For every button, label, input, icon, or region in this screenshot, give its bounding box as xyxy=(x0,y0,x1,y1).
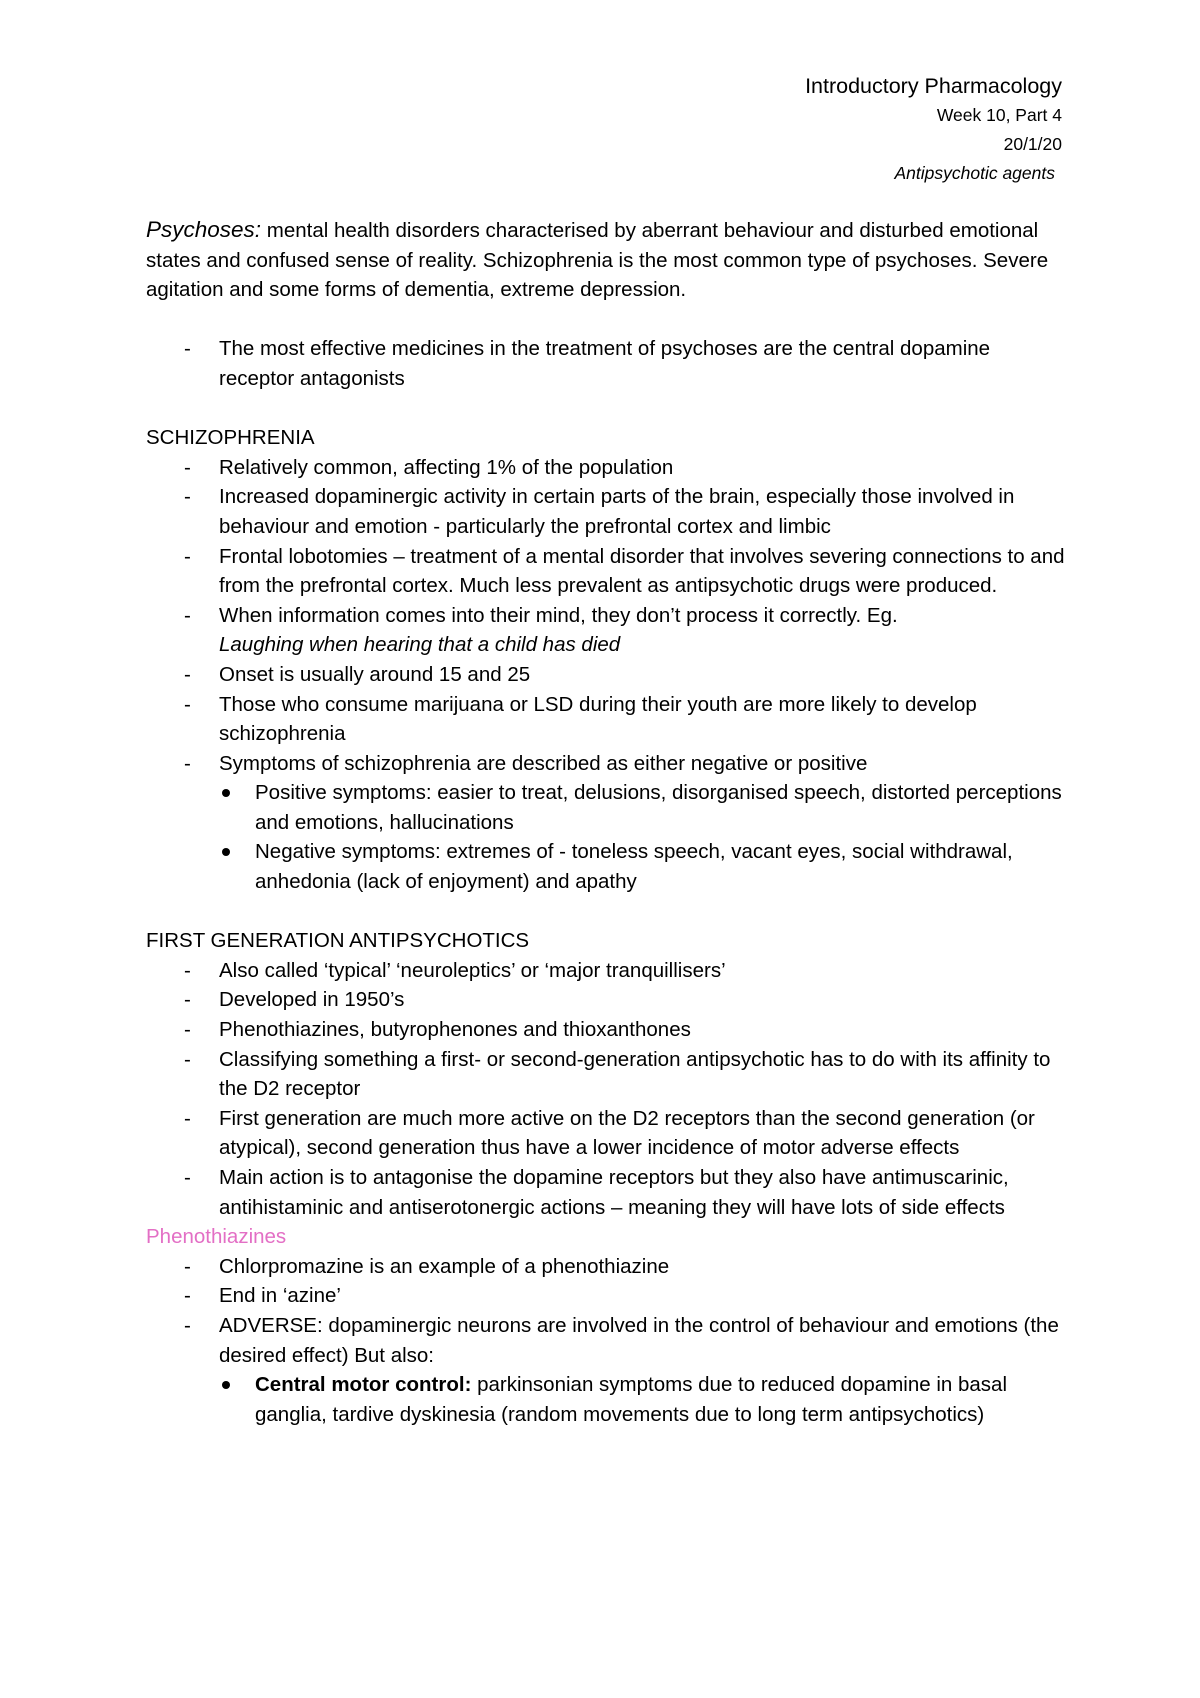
spacer xyxy=(146,305,1066,335)
list-item: - The most effective medicines in the treatment of psychoses are the central dopamine receptor antagonists xyxy=(146,334,1066,393)
list-item xyxy=(146,1311,1066,1429)
schizophrenia-list xyxy=(146,453,1066,897)
list-item: - Those who consume marijuana or LSD during their youth are more likely to develop schizophrenia xyxy=(146,690,1066,749)
section-heading-first-gen: FIRST GENERATION ANTIPSYCHOTICS xyxy=(146,929,530,953)
list-item: - Onset is usually around 15 and 25 xyxy=(146,660,1066,690)
bullet-item xyxy=(219,1370,1066,1429)
date-label: 20/1/20 xyxy=(1003,134,1062,154)
list-item-text: ADVERSE: dopaminergic neurons are involved in the control of behaviour and emotions (the desired effect) But also: xyxy=(219,1313,1059,1367)
week-label: Week 10, Part 4 xyxy=(936,105,1062,125)
list-item: - Developed in 1950’s xyxy=(146,985,1066,1015)
bullet-item: Positive symptoms: easier to treat, delusions, disorganised speech, distorted perceptions and emotions, hallucinations xyxy=(219,778,1066,837)
document-body xyxy=(146,215,1066,1429)
intro-list xyxy=(146,334,1066,393)
list-item: - Phenothiazines, butyrophenones and thioxanthones xyxy=(146,1015,1066,1045)
list-item: - Frontal lobotomies – treatment of a mental disorder that involves severing connections to and from the prefrontal cortex. Much less prevalent as antipsychotic drugs were produced. xyxy=(146,542,1066,601)
list-item xyxy=(146,601,1066,660)
phenothiazines-list xyxy=(146,1252,1066,1430)
spacer xyxy=(146,394,1066,424)
list-item: - Also called ‘typical’ ‘neuroleptics’ or ‘major tranquillisers’ xyxy=(146,956,1066,986)
bullet-label: Central motor control: xyxy=(255,1373,472,1397)
list-item: - End in ‘azine’ xyxy=(146,1281,1066,1311)
list-item-text: Symptoms of schizophrenia are described as either negative or positive xyxy=(219,751,868,775)
subheading-phenothiazines: Phenothiazines xyxy=(146,1225,287,1249)
topic-label: Antipsychotic agents xyxy=(894,163,1055,183)
first-gen-list xyxy=(146,956,1066,1222)
course-title: Introductory Pharmacology xyxy=(805,74,1062,98)
section-heading-schizophrenia: SCHIZOPHRENIA xyxy=(146,426,315,450)
intro-paragraph xyxy=(146,215,1066,305)
example-text: Laughing when hearing that a child has died xyxy=(219,633,621,657)
list-item: - Chlorpromazine is an example of a phenothiazine xyxy=(146,1252,1066,1282)
document-header xyxy=(462,72,1062,188)
spacer xyxy=(146,897,1066,927)
list-item xyxy=(146,749,1066,897)
list-item: - Classifying something a first- or second-generation antipsychotic has to do with its affinity to the D2 receptor xyxy=(146,1045,1066,1104)
list-item: - Relatively common, affecting 1% of the population xyxy=(146,453,1066,483)
intro-term: Psychoses: xyxy=(146,217,262,242)
list-item: - Main action is to antagonise the dopamine receptors but they also have antimuscarinic, antihistaminic and antiserotonergic actions – meaning they will have lots of side effects xyxy=(146,1163,1066,1222)
list-item: - First generation are much more active on the D2 receptors than the second generation (or atypical), second generation thus have a lower incidence of motor adverse effects xyxy=(146,1104,1066,1163)
symptoms-list xyxy=(219,778,1066,896)
list-item: - Increased dopaminergic activity in certain parts of the brain, especially those involved in behaviour and emotion - particularly the prefrontal cortex and limbic xyxy=(146,482,1066,541)
bullet-text: parkinsonian symptoms due to reduced dopamine in basal ganglia, tardive dyskinesia (random movements due to long term antipsychotics) xyxy=(255,1373,1007,1426)
list-item-text: When information comes into their mind, they don’t process it correctly. Eg. xyxy=(219,603,898,627)
adverse-list xyxy=(219,1370,1066,1429)
intro-definition: mental health disorders characterised by aberrant behaviour and disturbed emotional states and confused sense of reality. Schizophrenia is the most common type of psychoses. Severe agitation and some forms of dementia, extreme depression. xyxy=(146,219,1049,302)
bullet-item: Negative symptoms: extremes of - toneless speech, vacant eyes, social withdrawal, anhedonia (lack of enjoyment) and apathy xyxy=(219,837,1066,896)
